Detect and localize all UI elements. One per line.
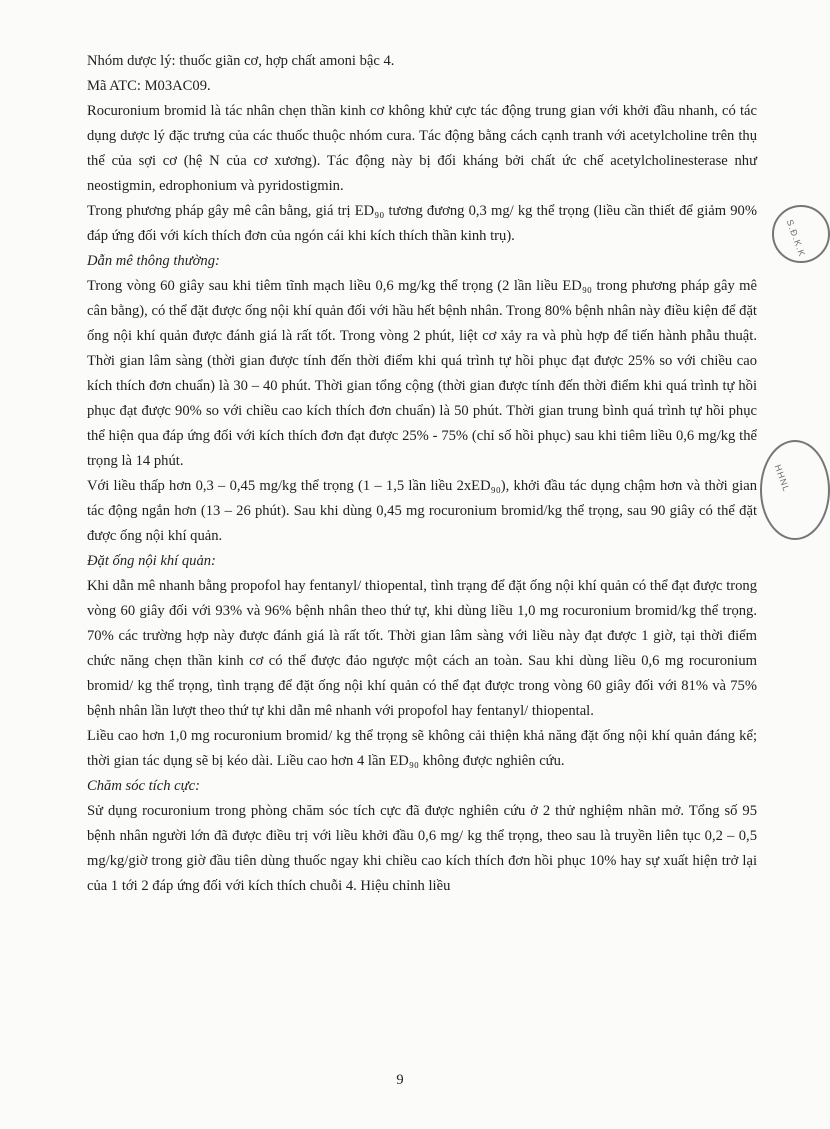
seal-stamp-top-text: S.Đ.K.K [784, 218, 808, 259]
paragraph-higher-dose: Liều cao hơn 1,0 mg rocuronium bromid/ kg thể trọng sẽ không cải thiện khả năng đặt ống nội khí quản đáng kể; thời gian tác dụng sẽ bị kéo dài. Liều cao hơn 4 lần ED₉₀ không được nghiên cứu. [87, 728, 757, 769]
body-text [87, 49, 757, 899]
heading-intubation: Đặt ống nội khí quản: [87, 553, 216, 569]
paragraph-ed90: Trong phương pháp gây mê cân bằng, giá trị ED₉₀ tương đương 0,3 mg/ kg thể trọng (liều cần thiết để giảm 90% đáp ứng đối với kích thích đơn của ngón cái khi kích thích thần kinh trụ). [87, 203, 757, 244]
page-number: 9 [396, 1072, 404, 1088]
paragraph-pharmacology-group: Nhóm dược lý: thuốc giãn cơ, hợp chất amoni bậc 4. [87, 53, 395, 69]
seal-stamp-bottom-text: HHNL [772, 463, 792, 494]
paragraph-atc-code: Mã ATC: M03AC09. [87, 78, 211, 94]
paragraph-intubation: Khi dẫn mê nhanh bằng propofol hay fentanyl/ thiopental, tình trạng để đặt ống nội khí quản có thể đạt được trong vòng 60 giây đối với 93% và 96% bệnh nhân theo thứ tự, khi dùng liều 1,0 mg rocuronium bromid/kg thể trọng. 70% các trường hợp này được đánh giá là rất tốt. Thời gian lâm sàng với liều này đạt được 1 giờ, tại thời điểm chức năng chẹn thần kinh cơ có thể được đảo ngược một cách an toàn. Sau khi dùng liều 0,6 mg rocuronium bromid/ kg thể trọng, tình trạng để đặt ống nội khí quản có thể đạt được trong vòng 60 giây đối với 81% và 75% bệnh nhân lần lượt theo thứ tự khi dẫn mê nhanh với propofol hay fentanyl/ thiopental. [87, 578, 757, 719]
paragraph-mechanism: Rocuronium bromid là tác nhân chẹn thần kinh cơ không khử cực tác động trung gian với khởi đầu nhanh, có tác dụng dược lý đặc trưng của các thuốc thuộc nhóm cura. Tác động bằng cách cạnh tranh với acetylcholine trên thụ thể của sợi cơ (hệ N của cơ xương). Tác động này bị đối kháng bởi chất ức chế acetylcholinesterase như neostigmin, edrophonium và pyridostigmin. [87, 103, 757, 194]
paragraph-standard-induction: Trong vòng 60 giây sau khi tiêm tĩnh mạch liều 0,6 mg/kg thể trọng (2 lần liều ED₉₀ trong phương pháp gây mê cân bằng), có thể đặt được ống nội khí quản đối với hầu hết bệnh nhân. Trong 80% bệnh nhân này điều kiện để đặt ống nội khí quản được đánh giá là rất tốt. Trong vòng 2 phút, liệt cơ xảy ra và phù hợp để tiến hành phẫu thuật. Thời gian lâm sàng (thời gian được tính đến thời điểm khi quá trình tự hồi phục đạt được 25% so với chiều cao kích thích đơn chuẩn) là 30 – 40 phút. Thời gian tổng cộng (thời gian được tính đến thời điểm khi quá trình tự hồi phục đạt được 90% so với chiều cao kích thích đơn chuẩn) là 50 phút. Thời gian trung bình quá trình tự hồi phục thể hiện qua đáp ứng đối với kích thích đơn đạt được 25% - 75% (chỉ số hồi phục) sau khi tiêm liều 0,6 mg/kg thể trọng là 14 phút. [87, 278, 757, 469]
paragraph-intensive-care: Sử dụng rocuronium trong phòng chăm sóc tích cực đã được nghiên cứu ở 2 thử nghiệm nhãn mở. Tổng số 95 bệnh nhân người lớn đã được điều trị với liều khởi đầu 0,6 mg/ kg thể trọng, theo sau là truyền liên tục 0,2 – 0,5 mg/kg/giờ trong giờ đầu tiên dùng thuốc ngay khi chiều cao kích thích đơn hồi phục 10% hay sự xuất hiện trở lại của 1 tới 2 đáp ứng đối với kích thích chuỗi 4. Hiệu chỉnh liều [87, 803, 757, 894]
heading-standard-induction: Dẫn mê thông thường: [87, 253, 220, 269]
paragraph-lower-dose: Với liều thấp hơn 0,3 – 0,45 mg/kg thể trọng (1 – 1,5 lần liều 2xED₉₀), khởi đầu tác dụng chậm hơn và thời gian tác động ngắn hơn (13 – 26 phút). Sau khi dùng 0,45 mg rocuronium bromid/kg thể trọng, sau 90 giây có thể đặt được ống nội khí quản. [87, 478, 757, 544]
seal-stamp-bottom [760, 440, 830, 540]
seal-stamp-top [772, 205, 830, 263]
heading-intensive-care: Chăm sóc tích cực: [87, 778, 200, 794]
